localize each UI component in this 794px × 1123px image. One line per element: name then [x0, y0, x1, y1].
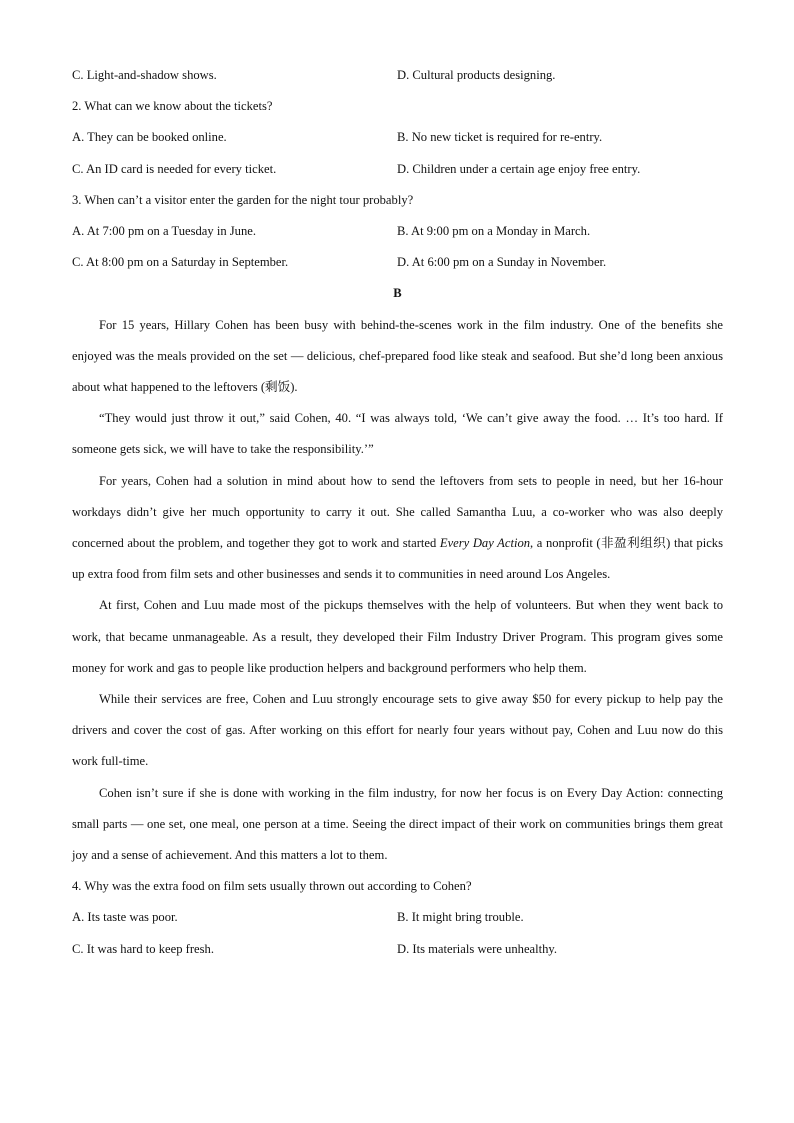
q3-option-b: B. At 9:00 pm on a Monday in March. [397, 223, 591, 238]
passage-paragraph-6: Cohen isn’t sure if she is done with working in the film industry, for now her focus is on Every Day Action: connecting small parts — one set, one meal, one person at a time. Seeing the direct impact of their work on communities brings them great joy and a sense of achievement. And this matters a lot to them. [72, 785, 723, 862]
passage-paragraph-4: At first, Cohen and Luu made most of the pickups themselves with the help of volunteers. But when they went back to work, that became unmanageable. As a result, they developed their Film Industry Driver Program. This program gives some money for work and gas to people like production helpers and background performers who help them. [72, 598, 723, 675]
q4-option-c: C. It was hard to keep fresh. [72, 941, 214, 956]
q3-option-a: A. At 7:00 pm on a Tuesday in June. [72, 223, 257, 238]
passage-paragraph-3 [72, 466, 723, 591]
passage-paragraph-5: While their services are free, Cohen and Luu strongly encourage sets to give away $50 for every pickup to help pay the drivers and cover the cost of gas. After working on this effort for nearly four years without pay, Cohen and Luu now do this work full-time. [72, 691, 723, 769]
q2-option-b: B. No new ticket is required for re-entry. [397, 130, 603, 145]
q2-option-c: C. An ID card is needed for every ticket. [72, 161, 277, 176]
q1-option-c: C. Light-and-shadow shows. [72, 68, 217, 82]
q4-options-row-cd [72, 934, 723, 965]
q3-options-row-cd [72, 247, 723, 278]
q4-option-d: D. Its materials were unhealthy. [397, 941, 558, 956]
q3-option-d: D. At 6:00 pm on a Sunday in November. [397, 255, 607, 270]
q1-option-d: D. Cultural products designing. [397, 68, 556, 82]
q2-option-d: D. Children under a certain age enjoy free entry. [397, 161, 641, 176]
q2-question: 2. What can we know about the tickets? [72, 99, 273, 114]
q3-option-c: C. At 8:00 pm on a Saturday in September. [72, 255, 289, 270]
q4-options-row-ab [72, 902, 723, 933]
paragraph-3-text-a: For years, Cohen had a solution in mind about how to send the leftovers from sets to people in need, but her 16-hour workdays didn’t give her much opportunity to carry it out. She called Samantha Luu, a co-worker who was also deeply concerned about the problem, and together they got to work and started [72, 473, 723, 550]
q2-options-row-ab [72, 122, 723, 153]
passage-paragraph-1: For 15 years, Hillary Cohen has been busy with behind-the-scenes work in the film industry. One of the benefits she enjoyed was the meals provided on the set — delicious, chef-prepared food like steak and seafood. But she’d long been anxious about what happened to the leftovers (剩饭). [72, 317, 723, 394]
q2-option-a: A. They can be booked online. [72, 130, 227, 145]
organization-name: Every Day Action [439, 535, 531, 550]
page-content [72, 60, 723, 965]
q4-option-b: B. It might bring trouble. [397, 910, 524, 925]
section-b-title: B [393, 286, 402, 301]
q4-option-a: A. Its taste was poor. [72, 910, 178, 925]
passage-paragraph-2: “They would just throw it out,” said Cohen, 40. “I was always told, ‘We can’t give away the food. … It’s too hard. If someone gets sick, we will have to take the responsibility.’” [72, 411, 723, 457]
q1-options-row-cd [72, 60, 723, 91]
q4-question: 4. Why was the extra food on film sets usually thrown out according to Cohen? [72, 879, 472, 894]
q3-question: 3. When can’t a visitor enter the garden for the night tour probably? [72, 192, 414, 207]
q2-options-row-cd [72, 154, 723, 185]
q3-options-row-ab [72, 216, 723, 247]
paragraph-3-text-b: , a nonprofit (非盈利组织) that picks up extra food from film sets and other businesses and sends it to communities in need around Los Angeles. [72, 535, 723, 582]
